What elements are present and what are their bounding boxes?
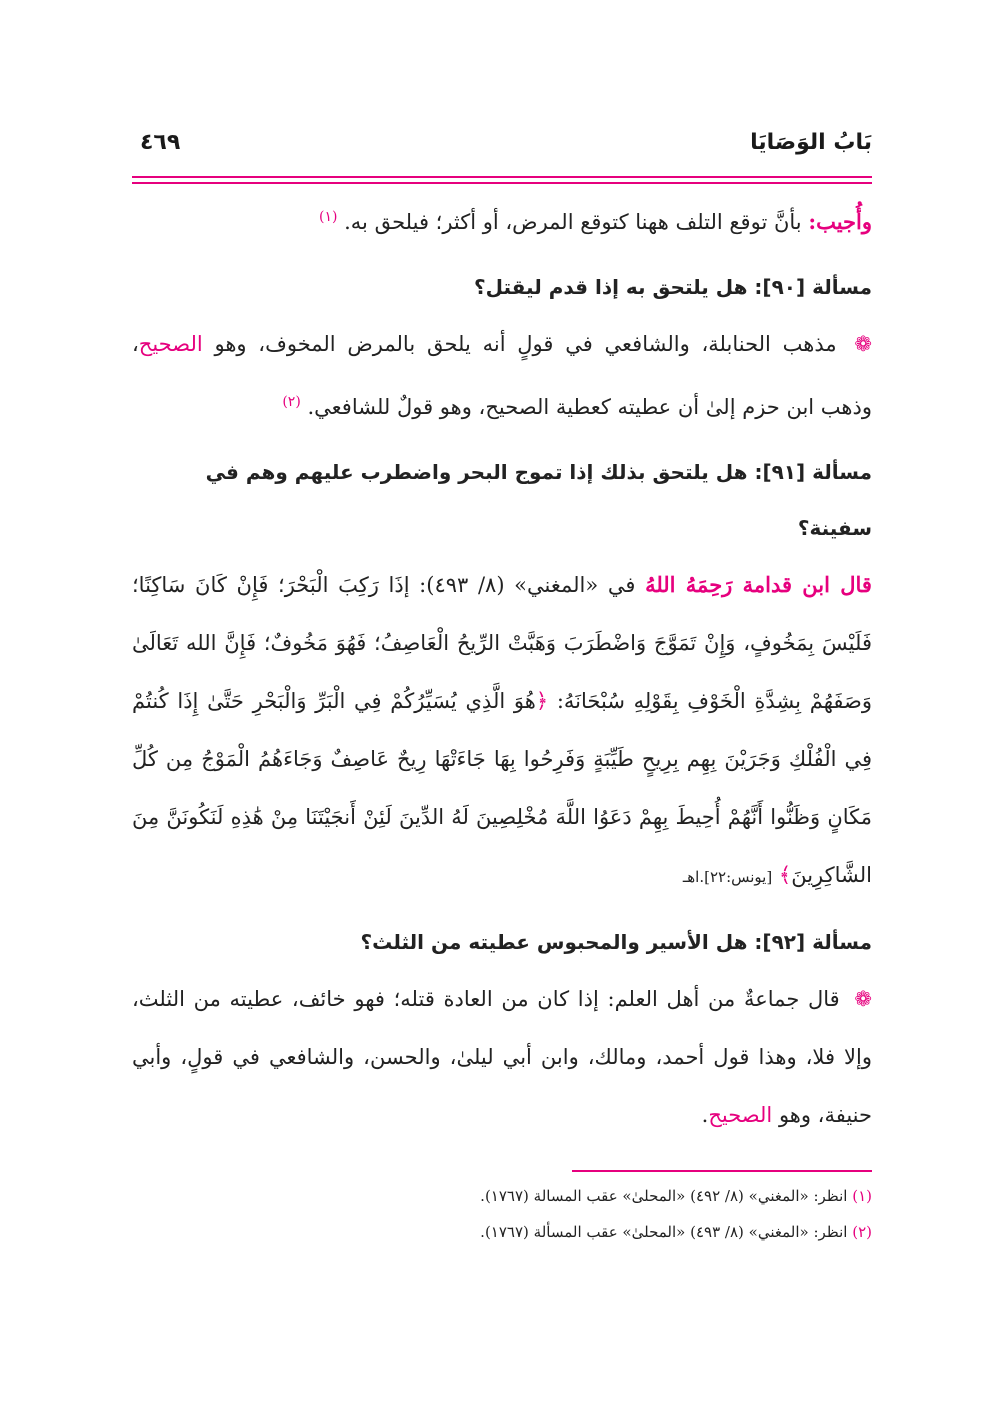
question-92-text: قال جماعةٌ من أهل العلم: إذا كان من العادة قتله؛ فهو خائف، عطيته من الثلث، وإلا فلا، وهذا قول أحمد، ومالك، وابن أبي ليلىٰ، والحسن، والشافعي في قولٍ، وأبي حنيفة، وهو [132, 987, 872, 1127]
chapter-title: بَابُ الوَصَايَا [750, 130, 872, 155]
footnote-divider [572, 1170, 872, 1172]
question-90-text-2: ، وذهب ابن حزم إلىٰ أن عطيته كعطية الصحيح، وهو قولٌ للشافعي. [132, 332, 872, 419]
speaker-name: قال ابن قدامة رَحِمَهُ اللهُ [645, 572, 872, 597]
question-92-paragraph [132, 970, 872, 1144]
page-header [132, 120, 872, 172]
footnote-text: انظر: «المغني» (٨/ ٤٩٢) «المحلىٰ» عقب المسالة (١٧٦٧). [480, 1187, 848, 1205]
page-number: ٤٦٩ [140, 130, 181, 155]
question-92-title: مسألة [٩٢]: هل الأسير والمحبوس عطيته من الثلث؟ [360, 930, 872, 954]
question-90-paragraph [132, 315, 872, 436]
question-91-title: مسألة [٩١]: هل يلتحق بذلك إذا تموج البحر واضطرب عليهم وهم في سفينة؟ [205, 460, 872, 540]
footnote-2 [132, 1214, 872, 1250]
verse-open-bracket: ﴿ [535, 689, 549, 713]
answer-label: وأُجيب: [808, 209, 872, 234]
footnotes [132, 1178, 872, 1250]
header-rule-top [132, 176, 872, 178]
correct-label: الصحيح [708, 1103, 773, 1127]
footnote-text: انظر: «المغني» (٨/ ٤٩٣) «المحلىٰ» عقب المسألة (١٧٦٧). [480, 1223, 848, 1241]
answer-paragraph [132, 188, 872, 251]
verse-close-bracket: ﴾ [778, 863, 792, 887]
question-90-title: مسألة [٩٠]: هل يلتحق به إذا قدم ليقتل؟ [474, 275, 872, 299]
footnote-ref-2[interactable]: (٢) [282, 394, 301, 410]
book-page [132, 120, 872, 1250]
footnote-1 [132, 1178, 872, 1214]
footnote-number: (٢) [852, 1223, 872, 1241]
header-rule-bottom [132, 182, 872, 184]
question-92-end: . [701, 1103, 709, 1127]
correct-label: الصحيح [138, 332, 203, 356]
footnote-ref-1[interactable]: (١) [318, 209, 338, 225]
verse-reference: [يونس:٢٢] [704, 868, 773, 886]
question-90-text: مذهب الحنابلة، والشافعي في قولٍ أنه يلحق بالمرض المخوف، وهو [214, 332, 837, 356]
flower-icon: ❁ [854, 987, 872, 1011]
answer-text: بأنَّ توقع التلف ههنا كتوقع المرض، أو أكثر؛ فيلحق به. [344, 210, 802, 234]
flower-icon: ❁ [854, 332, 872, 356]
quote-end: .اهـ [682, 868, 705, 886]
footnote-number: (١) [852, 1187, 872, 1205]
quran-verse: هُوَ الَّذِي يُسَيِّرُكُمْ فِي الْبَرِّ وَالْبَحْرِ حَتَّىٰ إِذَا كُنتُمْ فِي الْفُلْكِ وَجَرَيْنَ بِهِم بِرِيحٍ طَيِّبَةٍ وَفَرِحُوا بِهَا جَاءَتْهَا رِيحٌ عَاصِفٌ وَجَاءَهُمُ الْمَوْجُ مِن كُلِّ مَكَانٍ وَظَنُّوا أَنَّهُمْ أُحِيطَ بِهِمْ دَعَوُا اللَّهَ مُخْلِصِينَ لَهُ الدِّينَ لَئِنْ أَنجَيْتَنَا مِنْ هَٰذِهِ لَنَكُونَنَّ مِنَ الشَّاكِرِينَ [132, 689, 872, 887]
question-91-text: في «المغني» (٨/ ٤٩٣): إذَا رَكِبَ الْبَحْرَ؛ فَإِنْ كَانَ سَاكِنًا؛ فَلَيْسَ بِمَخُوفٍ، وَإِنْ تَمَوَّجَ وَاضْطَرَبَ وَهَبَّتْ الرِّيحُ الْعَاصِفُ؛ فَهُوَ مَخُوفٌ؛ فَإِنَّ الله تَعَالَىٰ وَصَفَهُمْ بِشِدَّةِ الْخَوْفِ بِقَوْلِهِ سُبْحَانَهُ: [132, 573, 872, 713]
question-91-paragraph [132, 556, 872, 906]
